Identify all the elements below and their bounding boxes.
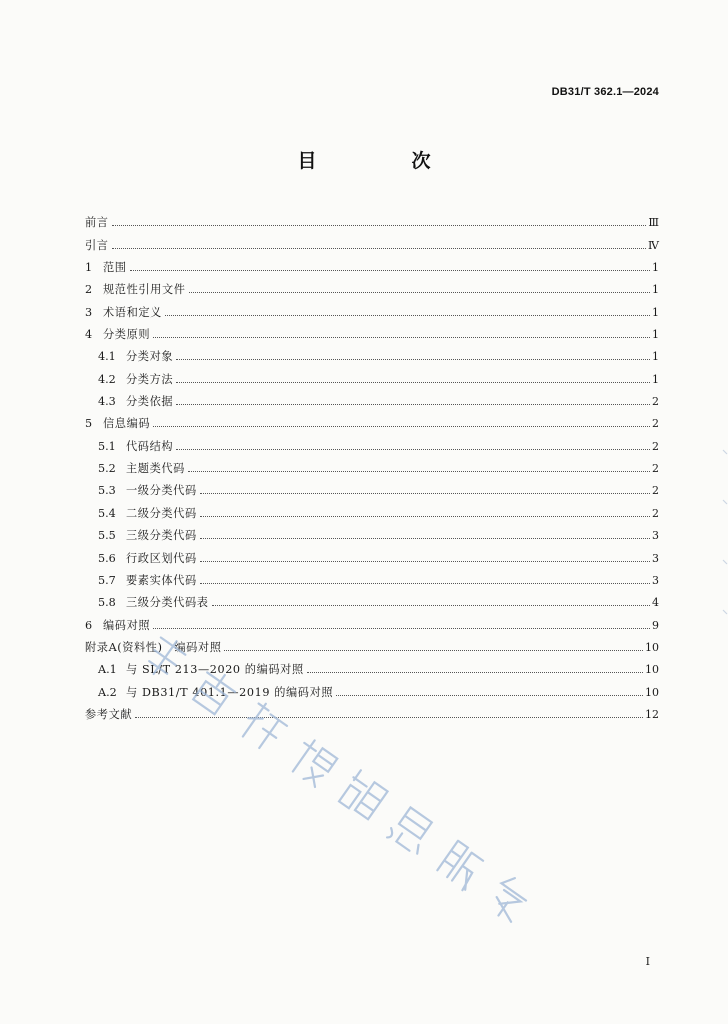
toc-entry-page: 1 <box>652 283 659 297</box>
toc-entry[interactable] <box>85 252 659 274</box>
scan-edge-marks <box>722 440 728 620</box>
toc-list <box>85 207 659 721</box>
toc-entry-number: 5.4 <box>98 506 116 520</box>
toc-entry-label: 分类依据 <box>126 395 174 409</box>
toc-dot-leader <box>176 359 650 360</box>
toc-entry[interactable] <box>85 475 659 497</box>
toc-entry-page: 10 <box>645 685 659 699</box>
toc-entry-page: 4 <box>652 596 659 610</box>
toc-entry-label: 信息编码 <box>103 417 151 431</box>
toc-entry-number: 5 <box>85 417 93 431</box>
toc-entry[interactable] <box>85 274 659 296</box>
toc-entry-label: 主题类代码 <box>126 462 185 476</box>
standard-code: DB31/T 362.1—2024 <box>551 86 659 98</box>
toc-entry-page: 2 <box>652 462 659 476</box>
toc-entry[interactable] <box>85 609 659 631</box>
toc-entry-label: 分类原则 <box>103 328 151 342</box>
toc-entry-label: 与 DB31/T 401.1—2019 的编码对照 <box>126 685 334 699</box>
toc-entry-number: 5.8 <box>98 596 116 610</box>
toc-entry-label: 二级分类代码 <box>126 506 197 520</box>
toc-dot-leader <box>200 493 650 494</box>
toc-dot-leader <box>153 337 650 338</box>
toc-entry-page: 1 <box>652 350 659 364</box>
toc-entry-number: 5.5 <box>98 529 116 543</box>
toc-dot-leader <box>153 628 650 629</box>
toc-entry-label: 编码对照 <box>103 618 151 632</box>
toc-entry[interactable] <box>85 632 659 654</box>
toc-dot-leader <box>212 605 650 606</box>
toc-dot-leader <box>189 292 650 293</box>
toc-entry-page: 12 <box>645 707 659 721</box>
toc-dot-leader <box>200 561 650 562</box>
toc-entry[interactable] <box>85 676 659 698</box>
toc-entry-label: 范围 <box>103 261 127 275</box>
toc-entry-number: 4 <box>85 328 93 342</box>
toc-entry[interactable] <box>85 386 659 408</box>
toc-entry[interactable] <box>85 363 659 385</box>
toc-entry-page: 9 <box>652 618 659 632</box>
toc-entry-number: A.1 <box>98 663 117 677</box>
toc-entry-number: 2 <box>85 283 93 297</box>
toc-entry-number: 5.1 <box>98 439 116 453</box>
toc-entry-page: 3 <box>652 573 659 587</box>
toc-dot-leader <box>176 382 650 383</box>
toc-entry[interactable] <box>85 520 659 542</box>
toc-entry[interactable] <box>85 296 659 318</box>
toc-entry-label: 分类对象 <box>126 350 174 364</box>
toc-dot-leader <box>200 516 650 517</box>
toc-entry-number: 5.3 <box>98 484 116 498</box>
toc-dot-leader <box>188 471 650 472</box>
toc-entry-label: 规范性引用文件 <box>103 283 186 297</box>
toc-entry-page: 1 <box>652 305 659 319</box>
toc-entry-label: 与 SL/T 213—2020 的编码对照 <box>126 663 304 677</box>
toc-entry-page: Ⅳ <box>648 238 659 252</box>
toc-entry[interactable] <box>85 497 659 519</box>
toc-entry-page: 10 <box>645 663 659 677</box>
toc-entry-page: 2 <box>652 395 659 409</box>
toc-entry-page: Ⅲ <box>648 216 659 230</box>
toc-entry[interactable] <box>85 542 659 564</box>
toc-entry-page: 1 <box>652 261 659 275</box>
toc-dot-leader <box>200 538 650 539</box>
toc-entry-number: 4.2 <box>98 372 116 386</box>
toc-dot-leader <box>112 248 646 249</box>
toc-entry-page: 3 <box>652 551 659 565</box>
toc-entry-number: 6 <box>85 618 93 632</box>
toc-entry[interactable] <box>85 319 659 341</box>
page-number: I <box>645 955 650 968</box>
toc-entry[interactable] <box>85 453 659 475</box>
toc-title: 目 次 <box>297 150 469 172</box>
toc-entry-label: 附录A(资料性) 编码对照 <box>85 640 222 654</box>
toc-entry-label: 代码结构 <box>126 439 174 453</box>
toc-entry-page: 1 <box>652 328 659 342</box>
toc-entry-label: 三级分类代码表 <box>126 596 209 610</box>
toc-entry[interactable] <box>85 207 659 229</box>
toc-entry-number: 3 <box>85 305 93 319</box>
toc-entry[interactable] <box>85 587 659 609</box>
toc-dot-leader <box>200 583 650 584</box>
toc-entry-number: 5.6 <box>98 551 116 565</box>
toc-entry-number: 4.3 <box>98 395 116 409</box>
toc-entry-label: 三级分类代码 <box>126 529 197 543</box>
toc-entry-label: 一级分类代码 <box>126 484 197 498</box>
toc-entry-number: A.2 <box>98 685 117 699</box>
toc-entry-number: 5.7 <box>98 573 116 587</box>
toc-entry-label: 参考文献 <box>85 707 133 721</box>
toc-entry-number: 5.2 <box>98 462 116 476</box>
toc-entry[interactable] <box>85 565 659 587</box>
toc-entry[interactable] <box>85 408 659 430</box>
toc-dot-leader <box>165 315 650 316</box>
toc-entry-number: 1 <box>85 261 93 275</box>
toc-entry-page: 2 <box>652 506 659 520</box>
toc-dot-leader <box>336 695 643 696</box>
toc-entry[interactable] <box>85 341 659 363</box>
toc-entry-page: 2 <box>652 484 659 498</box>
toc-entry[interactable] <box>85 654 659 676</box>
toc-entry-label: 术语和定义 <box>103 305 162 319</box>
toc-dot-leader <box>176 449 650 450</box>
toc-entry-page: 2 <box>652 439 659 453</box>
toc-dot-leader <box>153 426 650 427</box>
toc-entry-label: 前言 <box>85 216 109 230</box>
toc-entry-page: 2 <box>652 417 659 431</box>
toc-entry-number: 4.1 <box>98 350 116 364</box>
toc-entry-label: 行政区划代码 <box>126 551 197 565</box>
toc-dot-leader <box>224 650 643 651</box>
toc-entry-page: 10 <box>645 640 659 654</box>
toc-dot-leader <box>130 270 650 271</box>
toc-entry-label: 引言 <box>85 238 109 252</box>
toc-entry-page: 3 <box>652 529 659 543</box>
toc-entry-label: 要素实体代码 <box>126 573 197 587</box>
toc-dot-leader <box>112 225 647 226</box>
toc-entry[interactable] <box>85 699 659 721</box>
toc-dot-leader <box>176 404 650 405</box>
toc-entry[interactable] <box>85 229 659 251</box>
toc-dot-leader <box>307 672 643 673</box>
toc-entry-page: 1 <box>652 372 659 386</box>
toc-dot-leader <box>135 717 643 718</box>
toc-entry-label: 分类方法 <box>126 372 174 386</box>
toc-entry[interactable] <box>85 430 659 452</box>
